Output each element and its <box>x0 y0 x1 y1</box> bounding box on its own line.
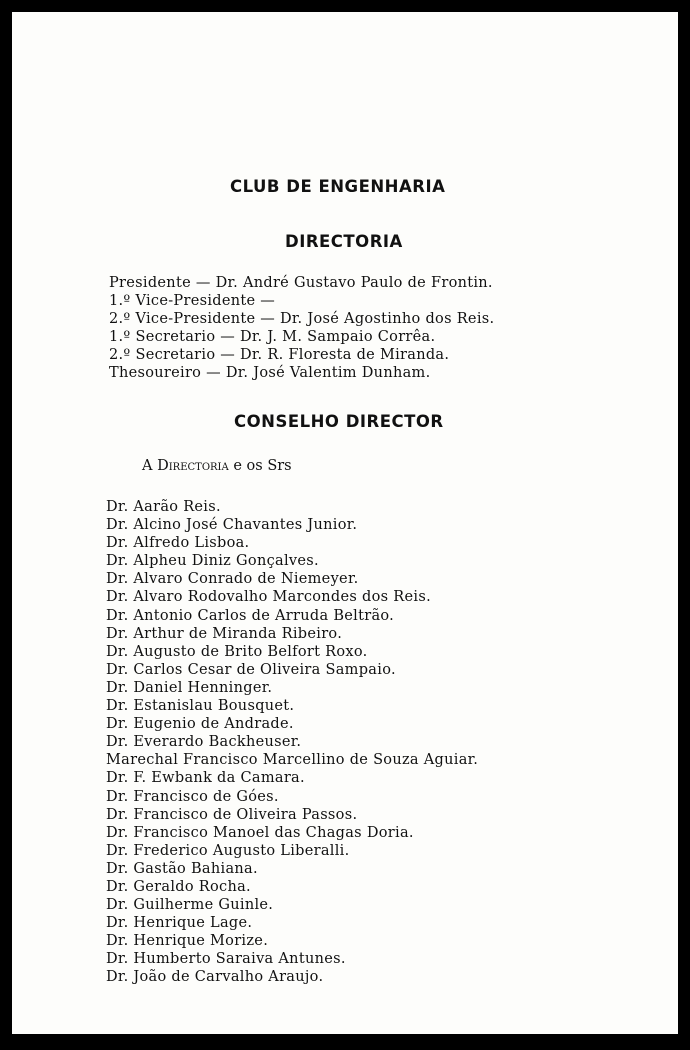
member-item: Dr. Gastão Bahiana. <box>106 860 258 877</box>
member-item: Dr. F. Ewbank da Camara. <box>106 770 305 787</box>
member-item: Marechal Francisco Marcellino de Souza Aguiar. <box>106 752 479 769</box>
page-title: CLUB DE ENGENHARIA <box>230 177 446 196</box>
member-item: Dr. Carlos Cesar de Oliveira Sampaio. <box>106 661 396 678</box>
member-item: Dr. João de Carvalho Araujo. <box>106 969 324 986</box>
directoria-line: 2.º Vice-Presidente — Dr. José Agostinho dos Reis. <box>109 311 495 327</box>
member-item: Dr. Henrique Lage. <box>106 915 253 932</box>
directoria-line: 2.º Secretario — Dr. R. Floresta de Miranda. <box>109 347 450 363</box>
intro-b: e os Srs <box>228 458 292 474</box>
member-item: Dr. Alvaro Conrado de Niemeyer. <box>106 571 359 588</box>
directoria-heading: DIRECTORIA <box>285 232 403 251</box>
member-item: Dr. Frederico Augusto Liberalli. <box>106 842 350 859</box>
member-item: Dr. Humberto Saraiva Antunes. <box>106 951 346 968</box>
member-item: Dr. Guilherme Guinle. <box>106 897 274 914</box>
member-item: Dr. Geraldo Rocha. <box>106 878 251 895</box>
directoria-line: Presidente — Dr. André Gustavo Paulo de Frontin. <box>109 275 493 291</box>
conselho-intro <box>142 458 292 474</box>
member-item: Dr. Arthur de Miranda Ribeiro. <box>106 625 343 642</box>
member-item: Dr. Daniel Henninger. <box>106 679 273 696</box>
intro-directoria: Directoria <box>157 458 229 474</box>
directoria-line: 1.º Secretario — Dr. J. M. Sampaio Corrêa. <box>109 329 436 345</box>
member-item: Dr. Alfredo Lisboa. <box>106 535 250 552</box>
member-item: Dr. Francisco de Oliveira Passos. <box>106 806 358 823</box>
member-item: Dr. Henrique Morize. <box>106 933 269 950</box>
member-item: Dr. Alpheu Diniz Gonçalves. <box>106 553 319 570</box>
member-item: Dr. Aarão Reis. <box>106 499 221 515</box>
member-item: Dr. Eugenio de Andrade. <box>106 716 294 733</box>
directoria-line: Thesoureiro — Dr. José Valentim Dunham. <box>109 365 431 381</box>
conselho-heading: CONSELHO DIRECTOR <box>234 412 444 431</box>
member-item: Dr. Estanislau Bousquet. <box>106 698 295 715</box>
member-item: Dr. Antonio Carlos de Arruda Beltrão. <box>106 607 395 624</box>
member-item: Dr. Alcino José Chavantes Junior. <box>106 517 358 534</box>
members-list <box>106 498 478 987</box>
member-item: Dr. Alvaro Rodovalho Marcondes dos Reis. <box>106 589 431 606</box>
document-page <box>12 12 678 1034</box>
member-item: Dr. Francisco de Góes. <box>106 788 279 805</box>
intro-a: A <box>142 458 158 474</box>
member-item: Dr. Augusto de Brito Belfort Roxo. <box>106 643 368 660</box>
member-item: Dr. Everardo Backheuser. <box>106 734 302 751</box>
member-item: Dr. Francisco Manoel das Chagas Doria. <box>106 824 414 841</box>
directoria-line: 1.º Vice-Presidente — <box>109 293 276 309</box>
